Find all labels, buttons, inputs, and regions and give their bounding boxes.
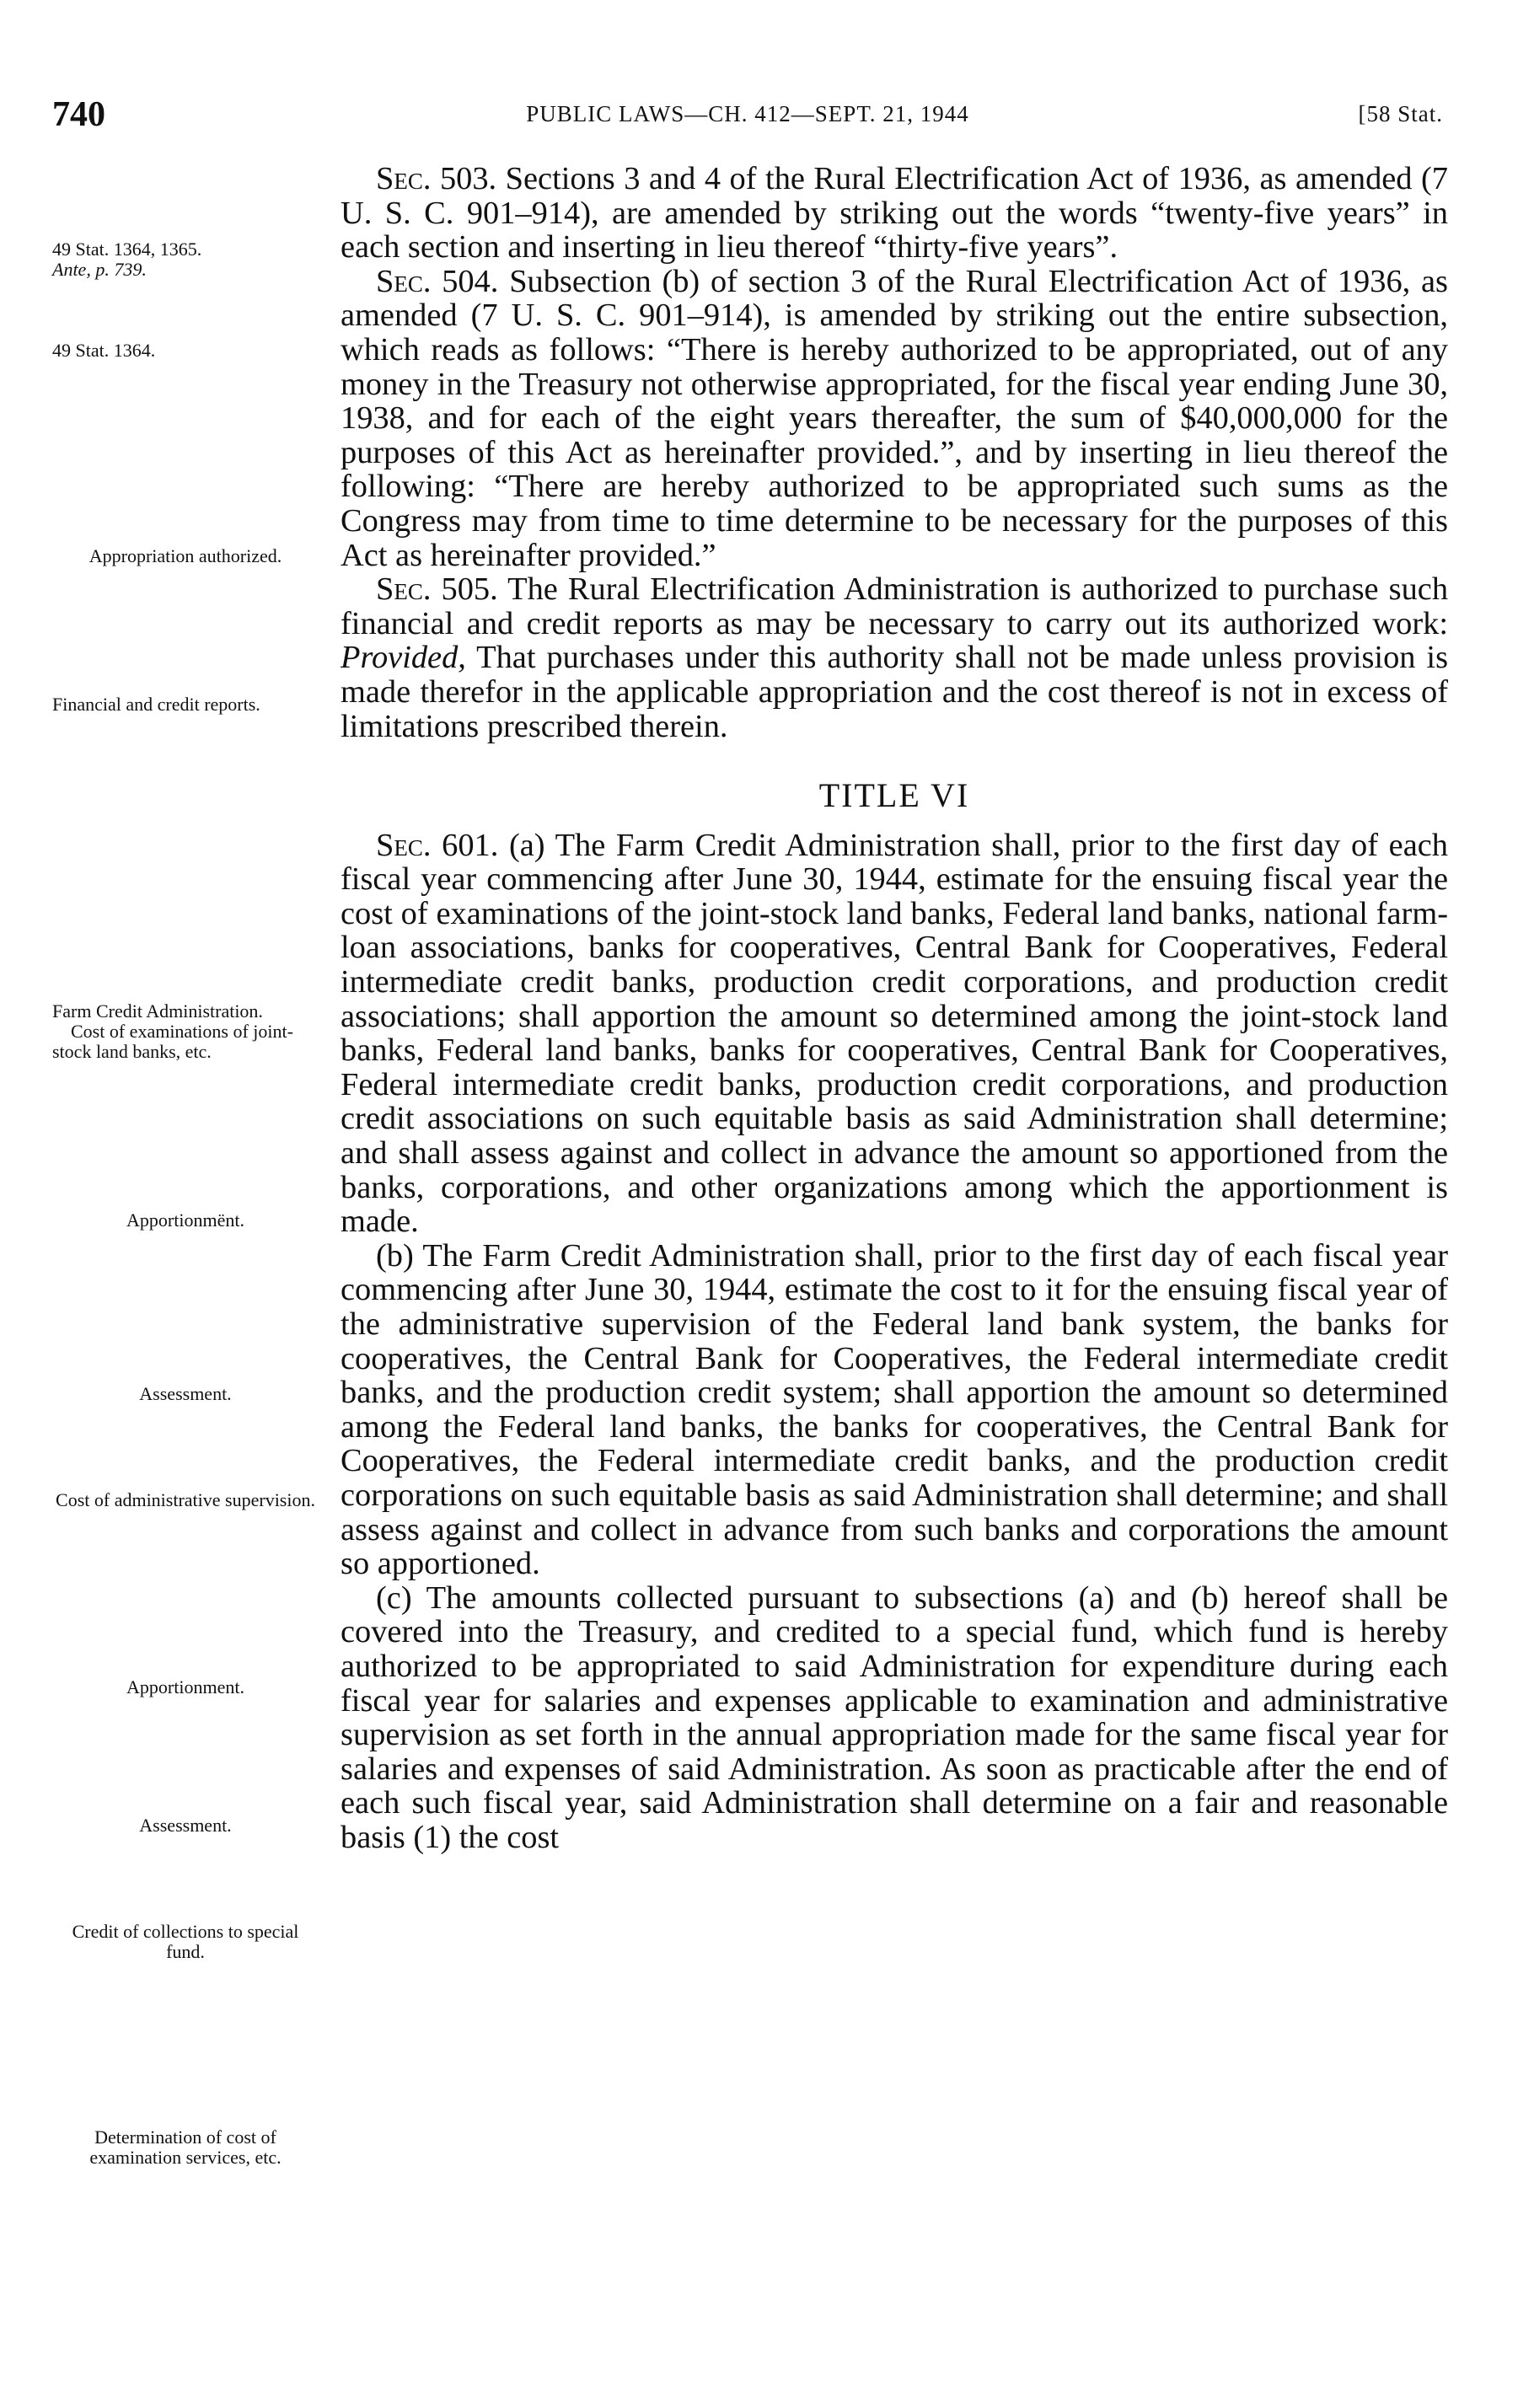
provided-proviso: Provided,	[341, 640, 466, 676]
margin-note-determination: Determination of cost of examination services, etc.	[89, 2126, 282, 2168]
section-label: Sec. 505.	[376, 571, 498, 608]
page-number: 740	[52, 95, 105, 134]
margin-note-assessment-a: Assessment.	[139, 1383, 232, 1404]
section-601-c: (c) The amounts collected pursuant to subsections (a) and (b) hereof shall be covered into the Treasury, and credited to a special fund, which fund is hereby authorized to be appropriated to said Administration for expenditure during each fiscal year for salaries and expenses applicable to examination and administrative supervision as set forth in the annual appropriation made for the same fiscal year for salaries and expenses of said Administration. As soon as practicable after the end of each such fiscal year, said Administration shall determine on a fair and reasonable basis (1) the cost	[341, 1579, 1448, 1855]
page-header	[52, 94, 1443, 134]
title-heading: TITLE VI	[818, 776, 970, 815]
margin-note-apportionment-a: Apportionmënt.	[126, 1209, 244, 1231]
section-504: Sec. 504. Subsection (b) of section 3 of the Rural Electrification Act of 1936, as amended (7 U. S. C. 901–914), is amended by striking out the entire subsection, which reads as follows: “There is hereby authorized to be appropriated, out of any money in the Treasury not otherwise appropriated, for the fiscal year ending June 30, 1938, and for each of the eight years thereafter, the sum of $40,000,000 for the purposes of this Act as hereinafter provided.”, and by inserting in lieu thereof the following: “There are hereby authorized to be appropriated such sums as the Congress may from time to time determine to be necessary for the purposes of this Act as hereinafter provided.”	[341, 263, 1448, 573]
running-title: PUBLIC LAWS—CH. 412—SEPT. 21, 1944	[526, 101, 969, 126]
section-503: Sec. 503. Sections 3 and 4 of the Rural Electrification Act of 1936, as amended (7 U. S. C. 901–914), are amended by striking out the words “twenty-five years” in each section and inserting in lieu thereof “thirty-five years”.	[341, 161, 1448, 265]
section-label: Sec. 504.	[376, 263, 499, 299]
margin-note-stat-ref: 49 Stat. 1364, 1365. Ante, p. 739.	[52, 239, 202, 280]
page-body	[341, 162, 1448, 1855]
margin-note-special-fund: Credit of collections to special fund.	[72, 1921, 299, 1962]
margin-note-appropriation: Appropriation authorized.	[88, 545, 282, 566]
section-label: Sec. 503.	[376, 161, 497, 196]
margin-note-farm-credit: Farm Credit Administration. Cost of examinations of joint-stock land banks, etc.	[52, 1000, 293, 1062]
section-601-b: (b) The Farm Credit Administration shall, prior to the first day of each fiscal year commencing after June 30, 1944, estimate the cost to it for the ensuing fiscal year of the administrative supervision of the Federal land bank system, the banks for cooperatives, the Central Bank for Cooperatives, the Federal intermediate credit banks, and the production credit system; shall apportion the amount so determined among the Federal land banks, the banks for cooperatives, the Central Bank for Cooperatives, the Federal intermediate credit banks, and the production credit corporations on such equitable basis as said Administration shall determine; and shall assess against and collect in advance from such banks and corporations the amount so apportioned.	[341, 1237, 1448, 1582]
margin-note-apportionment-b: Apportionment.	[126, 1676, 244, 1697]
margin-note-financial-reports: Financial and credit reports.	[52, 694, 260, 715]
margin-note-assessment-b: Assessment.	[139, 1815, 232, 1836]
section-label: Sec. 601.	[376, 827, 499, 863]
section-505: Sec. 505. The Rural Electrification Administration is authorized to purchase such financial and credit reports as may be necessary to carry out its authorized work: Provided, That purchases under this authority shall not be made unless provision is made therefor in the applicable appropriation and the cost thereof is not in excess of limitations prescribed therein.	[341, 571, 1449, 744]
statute-reference: [58 Stat.	[1358, 101, 1443, 126]
section-601-a: Sec. 601. (a) The Farm Credit Administration shall, prior to the first day of each fiscal year commencing after June 30, 1944, estimate for the ensuing fiscal year the cost of examinations of the joint-stock land banks, Federal land banks, national farm-loan associations, banks for cooperatives, Central Bank for Cooperatives, Federal intermediate credit banks, production credit corporations, and production credit associations; shall apportion the amount so determined among the joint-stock land banks, Federal land banks, banks for cooperatives, Central Bank for Cooperatives, Federal intermediate credit banks, production credit corporations, and production credit associations on such equitable basis as said Administration shall determine; and shall assess against and collect in advance the amount so apportioned from the banks, corporations, and other organizations among which the apportionment is made.	[341, 827, 1448, 1240]
margin-note-admin-supervision: Cost of administrative supervision.	[56, 1489, 315, 1510]
margin-note-stat-1364: 49 Stat. 1364.	[52, 340, 156, 361]
